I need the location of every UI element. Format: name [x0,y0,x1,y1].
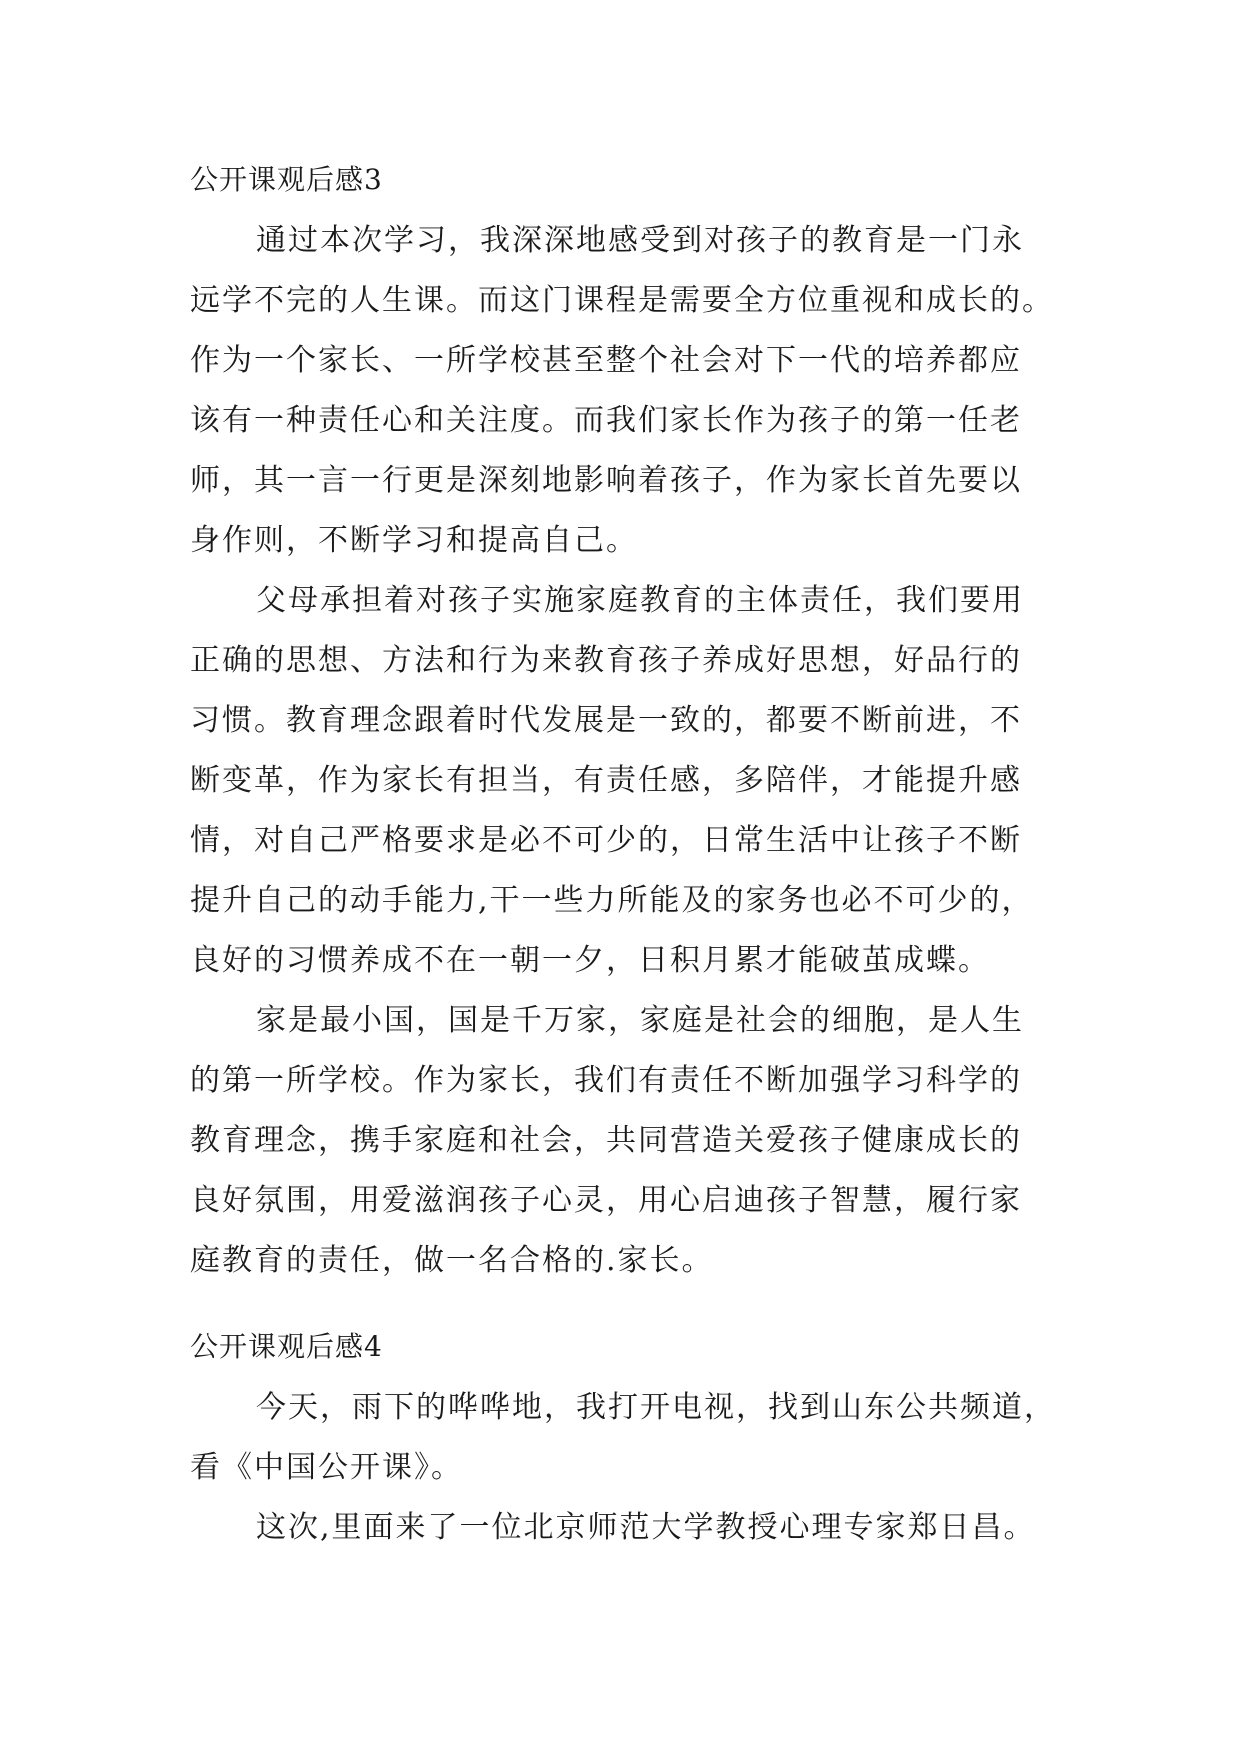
paragraph-line: 家是最小国，国是千万家，家庭是社会的细胞，是人生 [256,1003,1024,1038]
section-heading: 公开课观后感4 [190,1330,383,1363]
paragraph-line: 教育理念，携手家庭和社会，共同营造关爱孩子健康成长的 [190,1123,1022,1158]
paragraph-line: 师，其一言一行更是深刻地影响着孩子，作为家长首先要以 [190,463,1022,498]
paragraph-line: 作为一个家长、一所学校甚至整个社会对下一代的培养都应 [190,343,1022,378]
paragraph-line: 习惯。教育理念跟着时代发展是一致的，都要不断前进，不 [190,703,1022,738]
paragraph-line: 今天，雨下的哗哗地，我打开电视，找到山东公共频道， [256,1390,1056,1425]
paragraph-line: 通过本次学习，我深深地感受到对孩子的教育是一门永 [256,223,1024,258]
paragraph-line: 看《中国公开课》。 [190,1450,463,1485]
paragraph-line: 父母承担着对孩子实施家庭教育的主体责任，我们要用 [256,583,1024,618]
paragraph-line: 情，对自己严格要求是必不可少的，日常生活中让孩子不断 [190,823,1022,858]
paragraph-line: 提升自己的动手能力,干一些力所能及的家务也必不可少的， [190,883,1034,918]
paragraph-line: 良好的习惯养成不在一朝一夕，日积月累才能破茧成蝶。 [190,943,990,978]
section-heading: 公开课观后感3 [190,163,383,196]
paragraph-line: 庭教育的责任，做一名合格的.家长。 [190,1243,714,1278]
paragraph-line: 这次,里面来了一位北京师范大学教授心理专家郑日昌。 [256,1510,1036,1545]
paragraph-line: 的第一所学校。作为家长，我们有责任不断加强学习科学的 [190,1063,1022,1098]
paragraph-line: 正确的思想、方法和行为来教育孩子养成好思想，好品行的 [190,643,1022,678]
paragraph-line: 该有一种责任心和关注度。而我们家长作为孩子的第一任老 [190,403,1022,438]
paragraph-line: 远学不完的人生课。而这门课程是需要全方位重视和成长的。 [190,283,1054,318]
paragraph-line: 身作则，不断学习和提高自己。 [190,523,638,558]
paragraph-line: 良好氛围，用爱滋润孩子心灵，用心启迪孩子智慧，履行家 [190,1183,1022,1218]
paragraph-line: 断变革，作为家长有担当，有责任感，多陪伴，才能提升感 [190,763,1022,798]
